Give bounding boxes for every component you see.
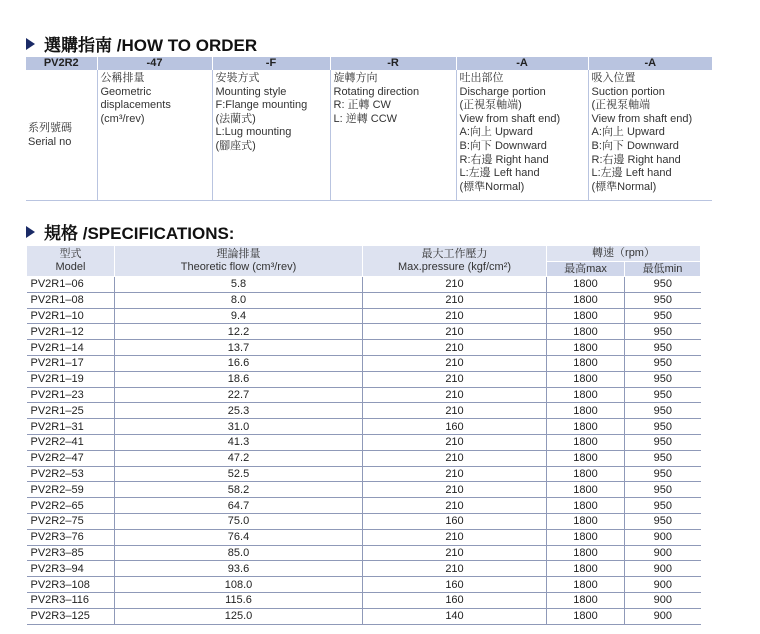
spec-cell-flow: 25.3 (115, 403, 363, 419)
table-row (27, 529, 701, 545)
order-line: 吸入位置 (591, 72, 636, 84)
spec-cell-min-speed: 950 (625, 513, 701, 529)
spec-header-model-cn: 型式 (59, 248, 82, 260)
spec-cell-pressure: 210 (363, 387, 547, 403)
spec-cell-pressure: 210 (363, 498, 547, 514)
spec-cell-pressure: 210 (363, 545, 547, 561)
spec-cell-model: PV2R1–08 (27, 292, 115, 308)
spec-cell-min-speed: 950 (625, 387, 701, 403)
spec-cell-flow: 18.6 (115, 371, 363, 387)
spec-header-pressure (363, 246, 547, 277)
spec-cell-flow: 12.2 (115, 324, 363, 340)
table-row (27, 466, 701, 482)
spec-cell-max-speed: 1800 (547, 434, 625, 450)
spec-header-speed-min: 最低min (625, 262, 701, 277)
spec-cell-min-speed: 950 (625, 277, 701, 293)
spec-cell-min-speed: 900 (625, 561, 701, 577)
order-line: 旋轉方向 (333, 72, 378, 84)
spec-cell-min-speed: 900 (625, 608, 701, 624)
spec-cell-max-speed: 1800 (547, 403, 625, 419)
order-line: (正視泵軸端) (459, 99, 522, 112)
table-row (27, 608, 701, 624)
order-line: F:Flange mounting (215, 99, 308, 112)
triangle-bullet-icon (26, 226, 35, 238)
spec-cell-pressure: 160 (363, 592, 547, 608)
spec-cell-model: PV2R1–12 (27, 324, 115, 340)
spec-section-title (26, 219, 234, 244)
order-line: (cm³/rev) (100, 112, 145, 125)
triangle-bullet-icon (26, 38, 35, 50)
table-row (27, 292, 701, 308)
spec-cell-flow: 108.0 (115, 577, 363, 593)
spec-cell-model: PV2R1–06 (27, 277, 115, 293)
spec-cell-max-speed: 1800 (547, 608, 625, 624)
specifications-table (26, 245, 701, 625)
spec-cell-max-speed: 1800 (547, 529, 625, 545)
order-line: Discharge portion (459, 85, 546, 98)
spec-cell-min-speed: 950 (625, 340, 701, 356)
spec-cell-pressure: 160 (363, 513, 547, 529)
order-line: View from shaft end) (459, 112, 561, 125)
spec-cell-flow: 8.0 (115, 292, 363, 308)
spec-cell-model: PV2R1–14 (27, 340, 115, 356)
table-row (27, 403, 701, 419)
spec-cell-flow: 31.0 (115, 419, 363, 435)
spec-table-body (27, 277, 701, 625)
table-row (27, 324, 701, 340)
table-row (27, 545, 701, 561)
order-line: L:Lug mounting (215, 126, 292, 139)
spec-cell-pressure: 160 (363, 419, 547, 435)
spec-cell-min-speed: 950 (625, 403, 701, 419)
spec-cell-flow: 115.6 (115, 592, 363, 608)
table-row (27, 592, 701, 608)
spec-cell-pressure: 210 (363, 450, 547, 466)
spec-cell-pressure: 210 (363, 277, 547, 293)
spec-cell-max-speed: 1800 (547, 324, 625, 340)
spec-cell-min-speed: 950 (625, 419, 701, 435)
spec-cell-flow: 64.7 (115, 498, 363, 514)
spec-cell-pressure: 210 (363, 529, 547, 545)
spec-cell-min-speed: 950 (625, 466, 701, 482)
spec-cell-model: PV2R3–94 (27, 561, 115, 577)
order-line: R:右邊 Right hand (459, 153, 549, 166)
spec-cell-model: PV2R1–17 (27, 355, 115, 371)
spec-cell-model: PV2R2–47 (27, 450, 115, 466)
order-code-table (26, 57, 712, 201)
table-row (27, 308, 701, 324)
spec-header-speed-max: 最高max (547, 262, 625, 277)
order-line: Serial no (28, 136, 72, 148)
spec-cell-min-speed: 950 (625, 482, 701, 498)
order-line: B:向下 Downward (459, 139, 547, 152)
spec-cell-max-speed: 1800 (547, 450, 625, 466)
spec-cell-flow: 85.0 (115, 545, 363, 561)
spec-cell-max-speed: 1800 (547, 498, 625, 514)
table-row (27, 371, 701, 387)
order-col-rotation (330, 70, 456, 201)
spec-cell-flow: 125.0 (115, 608, 363, 624)
spec-cell-min-speed: 950 (625, 498, 701, 514)
order-line: View from shaft end) (591, 112, 693, 125)
table-row (27, 434, 701, 450)
spec-cell-max-speed: 1800 (547, 466, 625, 482)
spec-cell-max-speed: 1800 (547, 355, 625, 371)
order-line: L:左邊 Left hand (459, 167, 540, 180)
spec-cell-flow: 13.7 (115, 340, 363, 356)
spec-cell-model: PV2R1–31 (27, 419, 115, 435)
spec-cell-flow: 47.2 (115, 450, 363, 466)
spec-cell-flow: 76.4 (115, 529, 363, 545)
spec-cell-model: PV2R3–85 (27, 545, 115, 561)
spec-cell-flow: 58.2 (115, 482, 363, 498)
order-col-suction (588, 70, 712, 201)
table-row (27, 387, 701, 403)
spec-cell-flow: 9.4 (115, 308, 363, 324)
order-line: (標準Normal) (459, 180, 525, 193)
order-header-rotation: -R (330, 57, 456, 70)
spec-cell-max-speed: 1800 (547, 277, 625, 293)
order-line: 安裝方式 (215, 72, 260, 84)
order-header-series: PV2R2 (26, 57, 97, 70)
order-line: Suction portion (591, 85, 665, 98)
spec-cell-flow: 22.7 (115, 387, 363, 403)
spec-cell-min-speed: 950 (625, 450, 701, 466)
spec-cell-min-speed: 950 (625, 292, 701, 308)
spec-cell-model: PV2R3–76 (27, 529, 115, 545)
spec-cell-model: PV2R1–23 (27, 387, 115, 403)
spec-cell-pressure: 210 (363, 292, 547, 308)
order-line: (腳座式) (215, 139, 256, 152)
order-line: R:右邊 Right hand (591, 153, 681, 166)
order-header-discharge: -A (456, 57, 588, 70)
spec-title-text: 規格 /SPECIFICATIONS: (44, 224, 235, 243)
spec-cell-flow: 16.6 (115, 355, 363, 371)
spec-cell-max-speed: 1800 (547, 577, 625, 593)
spec-cell-max-speed: 1800 (547, 592, 625, 608)
spec-cell-min-speed: 950 (625, 324, 701, 340)
order-line: Rotating direction (333, 85, 420, 98)
order-line: Geometric (100, 85, 152, 98)
spec-cell-model: PV2R3–108 (27, 577, 115, 593)
order-line: B:向下 Downward (591, 139, 679, 152)
spec-cell-pressure: 210 (363, 466, 547, 482)
spec-header-pressure-en: Max.pressure (kgf/cm²) (397, 261, 512, 273)
order-header-suction: -A (588, 57, 712, 70)
spec-cell-max-speed: 1800 (547, 513, 625, 529)
order-line: L: 逆轉 CCW (333, 112, 398, 125)
spec-header-flow (115, 246, 363, 277)
table-row (27, 340, 701, 356)
spec-cell-max-speed: 1800 (547, 340, 625, 356)
spec-cell-pressure: 210 (363, 371, 547, 387)
spec-cell-model: PV2R2–65 (27, 498, 115, 514)
table-row (27, 577, 701, 593)
spec-cell-pressure: 210 (363, 324, 547, 340)
spec-cell-model: PV2R1–25 (27, 403, 115, 419)
spec-cell-max-speed: 1800 (547, 371, 625, 387)
order-col-displacement (97, 70, 212, 201)
spec-cell-min-speed: 950 (625, 434, 701, 450)
order-line: A:向上 Upward (459, 126, 533, 139)
order-col-mounting (212, 70, 330, 201)
table-row (27, 482, 701, 498)
table-row (27, 450, 701, 466)
spec-cell-min-speed: 950 (625, 355, 701, 371)
order-line: displacements (100, 99, 171, 112)
order-line: (正視泵軸端 (591, 99, 651, 112)
order-col-series (26, 70, 97, 201)
spec-cell-model: PV2R1–19 (27, 371, 115, 387)
spec-cell-model: PV2R1–10 (27, 308, 115, 324)
order-line: Mounting style (215, 85, 287, 98)
spec-cell-model: PV2R3–125 (27, 608, 115, 624)
spec-cell-max-speed: 1800 (547, 545, 625, 561)
order-header-displacement: -47 (97, 57, 212, 70)
spec-cell-pressure: 210 (363, 355, 547, 371)
spec-cell-pressure: 210 (363, 403, 547, 419)
table-row (27, 355, 701, 371)
spec-header-flow-en: Theoretic flow (cm³/rev) (180, 261, 297, 273)
order-section-title (26, 31, 257, 56)
spec-header-model (27, 246, 115, 277)
order-line: (法蘭式) (215, 112, 256, 125)
spec-cell-pressure: 210 (363, 482, 547, 498)
spec-cell-model: PV2R3–116 (27, 592, 115, 608)
order-line: A:向上 Upward (591, 126, 665, 139)
spec-cell-max-speed: 1800 (547, 482, 625, 498)
order-line: L:左邊 Left hand (591, 167, 672, 180)
table-row (27, 419, 701, 435)
spec-cell-max-speed: 1800 (547, 387, 625, 403)
order-line: 公稱排量 (100, 72, 145, 84)
spec-cell-pressure: 160 (363, 577, 547, 593)
order-line: (標準Normal) (591, 180, 657, 193)
spec-cell-model: PV2R2–59 (27, 482, 115, 498)
spec-cell-pressure: 210 (363, 434, 547, 450)
spec-cell-pressure: 210 (363, 340, 547, 356)
spec-cell-pressure: 140 (363, 608, 547, 624)
spec-cell-flow: 93.6 (115, 561, 363, 577)
spec-cell-max-speed: 1800 (547, 308, 625, 324)
spec-cell-model: PV2R2–75 (27, 513, 115, 529)
spec-cell-max-speed: 1800 (547, 561, 625, 577)
spec-cell-flow: 75.0 (115, 513, 363, 529)
spec-cell-model: PV2R2–53 (27, 466, 115, 482)
spec-cell-flow: 52.5 (115, 466, 363, 482)
spec-header-model-en: Model (55, 261, 86, 273)
order-title-text: 選購指南 /HOW TO ORDER (44, 36, 258, 55)
spec-header-pressure-cn: 最大工作壓力 (421, 248, 488, 260)
spec-cell-flow: 41.3 (115, 434, 363, 450)
spec-cell-model: PV2R2–41 (27, 434, 115, 450)
order-header-mounting: -F (212, 57, 330, 70)
spec-cell-min-speed: 900 (625, 529, 701, 545)
spec-header-flow-cn: 理論排量 (216, 248, 261, 260)
order-col-discharge (456, 70, 588, 201)
spec-cell-min-speed: 900 (625, 545, 701, 561)
table-row (27, 277, 701, 293)
table-row (27, 513, 701, 529)
spec-cell-max-speed: 1800 (547, 292, 625, 308)
spec-cell-min-speed: 900 (625, 577, 701, 593)
spec-cell-pressure: 210 (363, 308, 547, 324)
spec-cell-min-speed: 900 (625, 592, 701, 608)
order-line: R: 正轉 CW (333, 99, 391, 112)
order-line: 吐出部位 (459, 72, 504, 84)
table-row (27, 561, 701, 577)
table-row (27, 498, 701, 514)
spec-cell-max-speed: 1800 (547, 419, 625, 435)
spec-header-speed: 轉速（rpm） (547, 246, 701, 262)
order-line: 系列號碼 (28, 122, 72, 135)
spec-cell-pressure: 210 (363, 561, 547, 577)
spec-cell-min-speed: 950 (625, 308, 701, 324)
spec-cell-min-speed: 950 (625, 371, 701, 387)
spec-cell-flow: 5.8 (115, 277, 363, 293)
